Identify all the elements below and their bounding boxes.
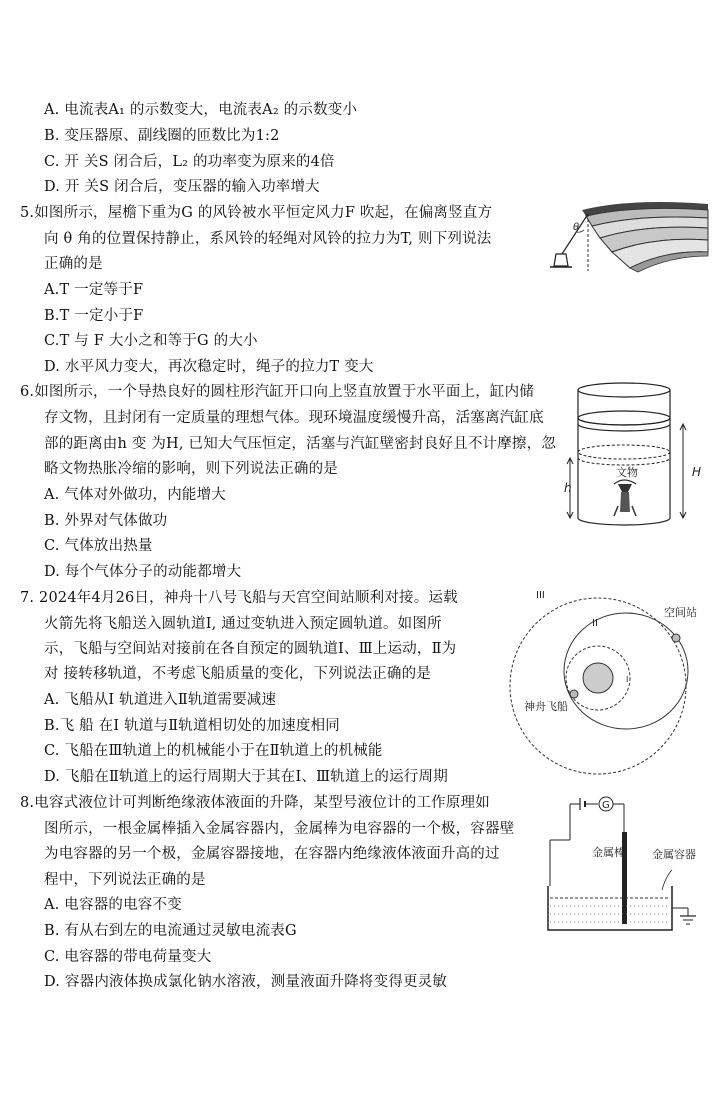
q8-rod-label: 金属棒: [592, 846, 625, 859]
q6-artifact-label: 文物: [616, 466, 638, 479]
q7-orbit-figure: [506, 586, 712, 780]
q8-option-c: C. 电容器的带电荷量变大: [44, 949, 212, 965]
q8-stem-line1: 8.电容式液位计可判断绝缘液体液面的升降，某型号液位计的工作原理如: [20, 795, 490, 811]
q6-stem-line2: 存文物，且封闭有一定质量的理想气体。现环境温度缓慢升高，活塞离汽缸底: [44, 410, 544, 426]
q8-option-a: A. 电容器的电容不变: [44, 897, 182, 913]
q5-option-a: A.T 一定等于F: [44, 282, 144, 298]
q7-orbit2-label: II: [592, 618, 598, 629]
q7-ship-label: 神舟飞船: [524, 700, 568, 713]
q5-stem-line2: 向 θ 角的位置保持静止，系风铃的轻绳对风铃的拉力为T, 则下列说法: [44, 231, 492, 247]
q7-option-a: A. 飞船从I 轨道进入Ⅱ轨道需要减速: [44, 692, 277, 708]
q7-orbit1-label: I: [626, 675, 629, 684]
q8-stem-line4: 程中，下列说法正确的是: [44, 872, 206, 888]
q6-option-b: B. 外界对气体做功: [44, 513, 168, 529]
q7-option-b: B.飞 船 在I 轨道与Ⅱ轨道相切处的加速度相同: [44, 718, 340, 734]
q4-option-c: C. 开 关S 闭合后，L₂ 的功率变为原来的4倍: [44, 154, 335, 170]
q6-stem-line4: 略文物热胀冷缩的影响，则下列说法正确的是: [44, 461, 338, 477]
q7-stem-line1: 7. 2024年4月26日，神舟十八号飞船与天宫空间站顺利对接。运载: [20, 590, 458, 606]
q7-orbit3-label: III: [536, 590, 545, 601]
q8-stem-line2: 图所示，一根金属棒插入金属容器内，金属棒为电容器的一个极，容器壁: [44, 821, 515, 837]
q6-option-d: D. 每个气体分子的动能都增大: [44, 564, 242, 580]
q6-option-c: C. 气体放出热量: [44, 538, 153, 554]
q6-h-label: h: [564, 481, 572, 495]
q5-angle-label: θ: [573, 222, 580, 233]
q7-stem-line2: 火箭先将飞船送入圆轨道I, 通过变轨进入预定圆轨道。如图所: [44, 616, 442, 632]
q4-option-b: B. 变压器原、副线圈的匝数比为1:2: [44, 128, 280, 144]
q8-option-d: D. 容器内液体换成氯化钠水溶液，测量液面升降将变得更灵敏: [44, 974, 448, 990]
q5-option-d: D. 水平风力变大，再次稳定时，绳子的拉力T 变大: [44, 359, 374, 375]
q6-option-a: A. 气体对外做功，内能增大: [44, 487, 226, 503]
q5-option-b: B.T 一定小于F: [44, 308, 144, 324]
q6-H-label: H: [692, 465, 702, 479]
q4-option-d: D. 开 关S 闭合后，变压器的输入功率增大: [44, 179, 320, 195]
q8-capacitive-level-gauge-figure: [540, 790, 712, 940]
q7-option-c: C. 飞船在Ⅲ轨道上的机械能小于在Ⅱ轨道上的机械能: [44, 743, 383, 759]
q7-station-label: 空间站: [664, 606, 697, 619]
q7-stem-line4: 对 接转移轨道，不考虑飞船质量的变化，下列说法正确的是: [44, 666, 432, 682]
q6-stem-line3: 部的距离由h 变 为H, 已知大气压恒定，活塞与汽缸壁密封良好且不计摩擦，忽: [44, 436, 557, 452]
q6-stem-line1: 6.如图所示，一个导热良好的圆柱形汽缸开口向上竖直放置于水平面上，缸内储: [20, 384, 535, 400]
q7-stem-line3: 示，飞船与空间站对接前在各自预定的圆轨道I、Ⅲ上运动，Ⅱ为: [44, 641, 457, 657]
q5-stem-line1: 5.如图所示，屋檐下重为G 的风铃被水平恒定风力F 吹起，在偏离竖直方: [20, 205, 493, 221]
q8-galvanometer-label: G: [602, 800, 610, 811]
q5-option-c: C.T 与 F 大小之和等于G 的大小: [44, 333, 258, 349]
q5-wind-chime-figure: [540, 196, 710, 276]
q4-option-a: A. 电流表A₁ 的示数变大，电流表A₂ 的示数变小: [44, 102, 358, 118]
q6-cylinder-figure: [566, 380, 714, 530]
q8-container-label: 金属容器: [652, 848, 696, 861]
q8-option-b: B. 有从右到左的电流通过灵敏电流表G: [44, 923, 297, 939]
q5-stem-line3: 正确的是: [44, 256, 103, 272]
q8-stem-line3: 为电容器的另一个极，金属容器接地，在容器内绝缘液体液面升高的过: [44, 846, 500, 862]
q7-option-d: D. 飞船在Ⅱ轨道上的运行周期大于其在I、Ⅲ轨道上的运行周期: [44, 769, 448, 785]
